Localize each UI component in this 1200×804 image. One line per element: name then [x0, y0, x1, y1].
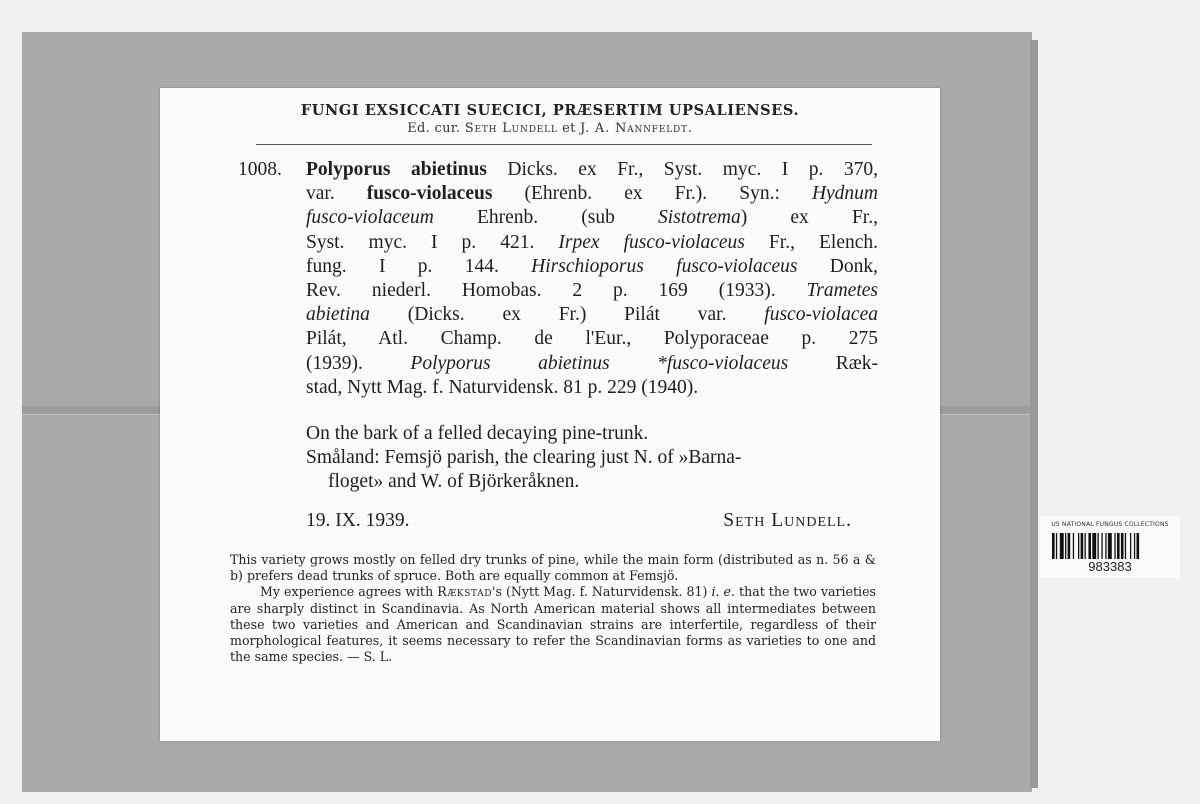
- citation-line: abietina (Dicks. ex Fr.) Pilát var. fusco-violacea: [306, 304, 878, 326]
- notes-block: [230, 552, 876, 665]
- citation-line: Pilát, Atl. Champ. de l'Eur., Polyporaceae p. 275: [306, 328, 878, 350]
- barcode-bar: [1065, 533, 1066, 559]
- collector-name: Seth Lundell.: [723, 510, 852, 531]
- citation-line: Syst. myc. I p. 421. Irpex fusco-violaceus Fr., Elench.: [306, 231, 879, 253]
- locality-text-1: Småland: Femsjö parish, the clearing just N. of »Barna-: [306, 447, 742, 468]
- barcode-bar: [1052, 533, 1055, 559]
- barcode-bar: [1073, 533, 1074, 559]
- citation-line: (1939). Polyporus abietinus *fusco-violaceus Ræk-: [306, 352, 878, 374]
- barcode-bar: [1056, 533, 1057, 559]
- barcode-number: 983383: [1088, 559, 1132, 574]
- citation-line: fung. I p. 144. Hirschioporus fusco-violaceus Donk,: [306, 255, 878, 277]
- editors-line: Ed. cur. Seth Lundell et J. A. Nannfeldt.: [407, 121, 693, 136]
- packet-edge: [1030, 40, 1038, 788]
- barcode-bar: [1137, 533, 1140, 559]
- barcode-bar: [1108, 533, 1112, 559]
- citation-line: var. fusco-violaceus (Ehrenb. ex Fr.). Syn.: Hydnum: [306, 183, 879, 205]
- barcode-bar: [1088, 533, 1091, 559]
- locality-text-2: floget» and W. of Björkeråknen.: [328, 471, 580, 492]
- specimen-label: [160, 88, 940, 741]
- barcode-bar: [1105, 533, 1106, 559]
- taxon-entry: [238, 158, 878, 400]
- barcode-bar: [1078, 533, 1079, 559]
- barcode-bar: [1114, 533, 1115, 559]
- substrate-text: On the bark of a felled decaying pine-trunk.: [306, 423, 649, 444]
- barcode-bar: [1098, 533, 1099, 559]
- barcode-bar: [1085, 533, 1086, 559]
- header-divider: [256, 144, 872, 145]
- barcode-label: [1040, 516, 1180, 578]
- citation-line: Rev. niederl. Homobas. 2 p. 169 (1933). Trametes: [306, 280, 878, 302]
- barcode-header: US NATIONAL FUNGUS COLLECTIONS: [1051, 521, 1169, 528]
- note-paragraph-2: My experience agrees with Rækstad's (Nytt Mag. f. Naturvidensk. 81) i. e. that the two varieties are sharply distinct in Scandinavia. As North American material shows all intermediates between these two varieties and American and Scandinavian strains are interfertile, regardless of their morphological features, it seems necessary to refer the Scandinavian forms as varieties to one and the same species. — S. L.: [230, 584, 877, 665]
- barcode-bar: [1068, 533, 1071, 559]
- series-title: FUNGI EXSICCATI SUECICI, PRÆSERTIM UPSALIENSES.: [300, 102, 800, 119]
- barcode-bar: [1060, 533, 1064, 559]
- barcode-bar: [1081, 533, 1084, 559]
- citation-line: stad, Nytt Mag. f. Naturvidensk. 81 p. 229 (1940).: [306, 376, 699, 398]
- citation-line: Polyporus abietinus Dicks. ex Fr., Syst. myc. I p. 370,: [306, 159, 878, 180]
- taxon-citation: [306, 158, 878, 400]
- barcode-bar: [1101, 533, 1102, 559]
- note-paragraph-1: This variety grows mostly on felled dry trunks of pine, while the main form (distributed as n. 56 a & b) prefers dead trunks of spruce. Both are equally common at Femsjö.: [230, 552, 876, 584]
- barcode-bars: [1052, 533, 1168, 559]
- barcode-bar: [1130, 533, 1131, 559]
- editor-nannfeldt: J. A. Nannfeldt.: [580, 121, 693, 136]
- barcode-bar: [1117, 533, 1120, 559]
- barcode-bar: [1092, 533, 1096, 559]
- citation-line: fusco-violaceum Ehrenb. (sub Sistotrema) ex Fr.,: [306, 207, 878, 229]
- collection-line: [306, 510, 852, 532]
- barcode-bar: [1134, 533, 1135, 559]
- barcode-bar: [1121, 533, 1124, 559]
- label-header: [160, 102, 940, 136]
- exsiccata-number: 1008.: [238, 159, 282, 180]
- barcode-bar: [1125, 533, 1126, 559]
- editor-lundell: Seth Lundell: [464, 121, 558, 136]
- habitat-locality: [306, 422, 886, 494]
- collection-date: 19. IX. 1939.: [306, 510, 410, 531]
